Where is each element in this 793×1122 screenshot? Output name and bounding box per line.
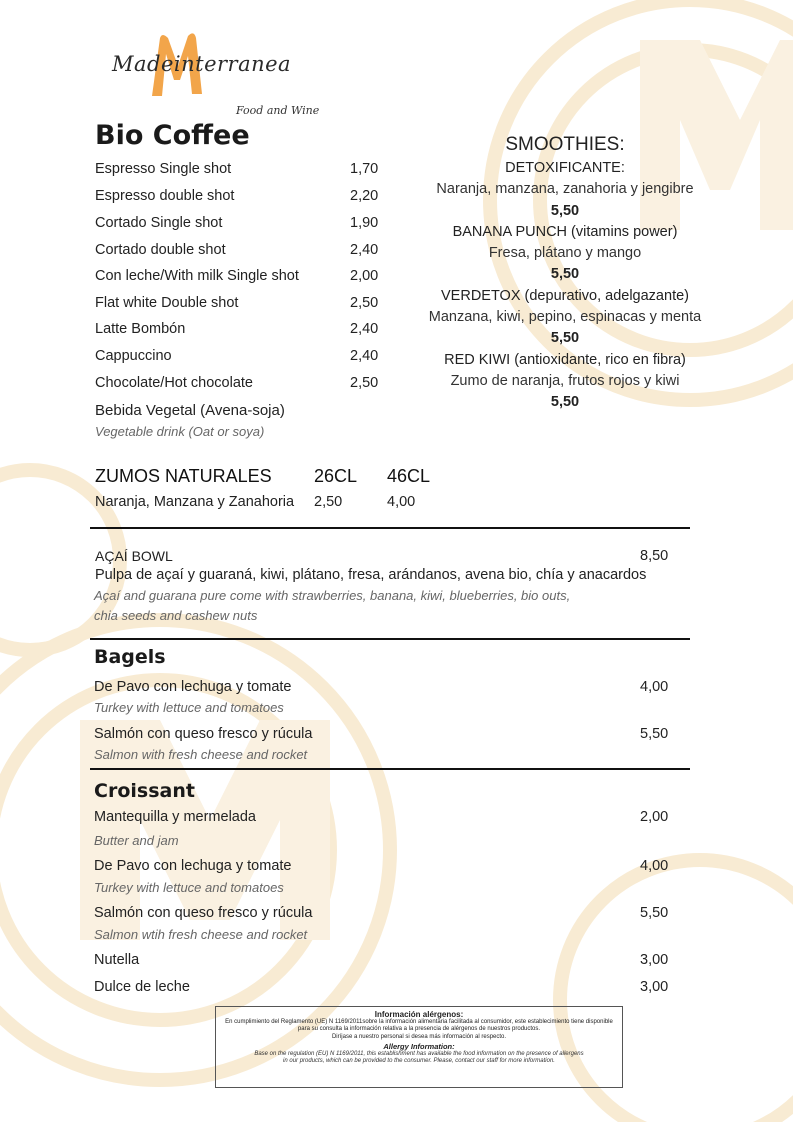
- brand-name: Madeinterranea: [112, 52, 292, 76]
- coffee-item-price: 2,00: [350, 268, 379, 284]
- smoothie-name: RED KIWI (antioxidante, rico en fibra): [444, 351, 686, 368]
- smoothie-description: Manzana, kiwi, pepino, espinacas y menta: [428, 309, 702, 326]
- bagels-title: Bagels: [94, 646, 166, 668]
- coffee-item-price: 2,40: [350, 348, 379, 364]
- smoothies-section: [420, 132, 710, 414]
- croissant-item-subtitle: Butter and jam: [94, 833, 179, 848]
- croissant-item-price: 4,00: [640, 858, 669, 874]
- allergen-title-es: Información alérgenos:: [374, 1010, 464, 1019]
- smoothie-description: Zumo de naranja, frutos rojos y kiwi: [450, 372, 680, 389]
- smoothie-name: DETOXIFICANTE:: [505, 160, 625, 176]
- smoothie-description: Fresa, plátano y mango: [488, 245, 642, 262]
- coffee-item-price: 2,40: [350, 321, 379, 337]
- croissant-item-subtitle: Turkey with lettuce and tomatoes: [94, 880, 284, 895]
- bagel-item-subtitle: Turkey with lettuce and tomatoes: [94, 700, 284, 715]
- coffee-item-name: Cortado Single shot: [95, 215, 223, 231]
- acai-translation-2: chia seeds and cashew nuts: [94, 608, 258, 623]
- croissant-item-price: 3,00: [640, 979, 669, 995]
- smoothie-price: 5,50: [550, 266, 580, 283]
- smoothie-price: 5,50: [550, 394, 580, 411]
- bagel-item-price: 5,50: [640, 726, 669, 742]
- smoothie-price: 5,50: [550, 202, 580, 219]
- croissant-item-price: 3,00: [640, 952, 669, 968]
- allergen-text-es: Diríjase a nuestro personal si desea más información al respecto.: [331, 1033, 507, 1040]
- acai-translation-1: Açaí and guarana pure come with strawberries, banana, kiwi, blueberries, bio outs,: [94, 588, 571, 603]
- croissant-title: Croissant: [94, 780, 195, 802]
- coffee-item-price: 2,40: [350, 242, 379, 258]
- smoothie-name: BANANA PUNCH (vitamins power): [452, 223, 678, 240]
- bagel-item-name: Salmón con queso fresco y rúcula: [94, 726, 313, 742]
- coffee-item-name: Con leche/With milk Single shot: [95, 268, 299, 284]
- croissant-item-name: De Pavo con lechuga y tomate: [94, 858, 292, 874]
- zumos-price-large: 4,00: [387, 494, 416, 510]
- zumos-price-small: 2,50: [314, 494, 343, 510]
- smoothie-description: Naranja, manzana, zanahoria y jengibre: [436, 181, 694, 198]
- croissant-item-name: Nutella: [94, 952, 140, 968]
- coffee-item-name: Cappuccino: [95, 348, 172, 364]
- coffee-item-name: Espresso double shot: [95, 188, 235, 204]
- allergen-text-en: in our products, which can be provided to the consumer. Please, contact our staff for more information.: [283, 1058, 555, 1065]
- smoothies-title: SMOOTHIES:: [505, 134, 625, 155]
- croissant-item-price: 5,50: [640, 905, 669, 921]
- croissant-item-name: Salmón con queso fresco y rúcula: [94, 905, 313, 921]
- coffee-item-name: Chocolate/Hot chocolate: [95, 375, 253, 391]
- divider: [90, 768, 690, 770]
- divider: [90, 638, 690, 640]
- allergen-text-es: para su consulta la información relativa a la presencia de alérgenos de nuestros productos.: [297, 1026, 541, 1033]
- bagel-item-name: De Pavo con lechuga y tomate: [94, 679, 292, 695]
- coffee-item-price: 1,70: [350, 161, 379, 177]
- allergen-text-es: En cumplimiento del Reglamento (UE) N 1169/2011sobre la información alimentaria facilitada al consumidor, este establecimiento tiene disponible: [225, 1019, 613, 1025]
- coffee-item-price: 2,50: [350, 295, 379, 311]
- coffee-item-name: Flat white Double shot: [95, 295, 239, 311]
- acai-title: AÇAÍ BOWL: [95, 548, 173, 564]
- allergen-text-en: Base on the regulation (EU) N 1169/2011, this establishment has available the food information on the presence of allergens: [254, 1050, 584, 1057]
- bagel-item-subtitle: Salmon with fresh cheese and rocket: [94, 747, 308, 762]
- zumos-size-small: 26CL: [314, 466, 358, 486]
- coffee-item-name: Latte Bombón: [95, 321, 186, 337]
- coffee-item-price: 2,20: [350, 188, 379, 204]
- croissant-item-name: Dulce de leche: [94, 979, 190, 995]
- coffee-item-price: 2,50: [350, 375, 379, 391]
- smoothie-price: 5,50: [550, 330, 580, 347]
- vegetal-drink-subtitle: Vegetable drink (Oat or soya): [95, 424, 265, 439]
- divider: [90, 527, 690, 529]
- coffee-item-name: Espresso Single shot: [95, 161, 232, 177]
- coffee-item-name: Cortado double shot: [95, 242, 226, 258]
- allergen-info-box: [215, 1006, 623, 1088]
- zumos-size-large: 46CL: [387, 466, 431, 486]
- smoothie-name: VERDETOX (depurativo, adelgazante): [441, 287, 689, 304]
- bagel-item-price: 4,00: [640, 679, 669, 695]
- acai-description: Pulpa de açaí y guaraná, kiwi, plátano, fresa, arándanos, avena bio, chía y anacardos: [95, 567, 647, 583]
- croissant-item-price: 2,00: [640, 809, 669, 825]
- bio-coffee-title: Bio Coffee: [95, 120, 250, 151]
- coffee-item-price: 1,90: [350, 215, 379, 231]
- croissant-item-name: Mantequilla y mermelada: [94, 809, 256, 825]
- allergen-title-en: Allergy Information:: [383, 1041, 455, 1051]
- zumos-item-name: Naranja, Manzana y Zanahoria: [95, 494, 295, 510]
- acai-price: 8,50: [640, 548, 669, 564]
- vegetal-drink-name: Bebida Vegetal (Avena-soja): [95, 402, 285, 419]
- zumos-title: ZUMOS NATURALES: [95, 466, 272, 486]
- brand-tagline: Food and Wine: [236, 104, 320, 117]
- croissant-item-subtitle: Salmon wtih fresh cheese and rocket: [94, 927, 308, 942]
